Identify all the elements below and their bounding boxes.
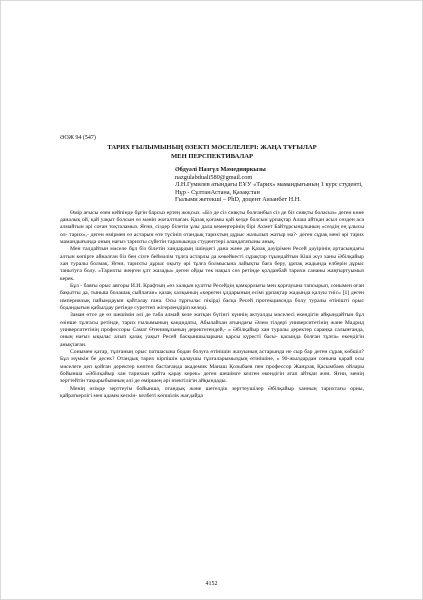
udk-code: ӘОЖ 94 (547) (60, 135, 96, 141)
body-paragraph: Менің өзімде зерттеуім бойынша, отандық және шетелдік зерттеушілер Әбілқайыр ханның тарихтағы орны, қайраткерлігі мен адамм кескін- келбеті көпшілік жағдайда (60, 385, 364, 400)
author-city: Нұр - СұлтанАстана, Қазақстан (175, 188, 260, 196)
author-block (175, 166, 364, 204)
article-title-line: МЕН ПЕРСПЕКТИВАЛАР (170, 153, 254, 160)
body-paragraph: Заман өтсе де өз шешімін әлі де таба алмай келе жатқан бүгінгі күннің актуалды мәселесі екендігін айқындайтын бұл өзінше тұлғасы ретінде, тарих ғылымының кандидаты, Абылайхан атындағы Әлем тілдері университетінің және Мадрид университетінің профессоры Самат Өтенияұлының деректегендей,- « Әбілқайыр хан туралы деректер сараңқа салынғанда, оның нағыз ықылас алып қазақ уақыт Ресей басқыншыларына қарсы күресті басы- қасында болған тұлға» екендігін анықтаған. (60, 312, 364, 348)
author-email: nazgulabduali580@gmail.com (175, 173, 253, 181)
body-paragraph: Сонымен қатар, тұлғаның орыс патшасына бодан болуға өтінішін жазуының астарында не сыр бар деген сұрақ көбшіл? Бұл мүмкін бе десек? Отандық тарих кірпішін қалаушы тұлғаларымыздың өтінішіне, « 90-жылдардан сонына қарай осы мәселеге деп қойған деректер көптеп бастағанда академик Манаш Қозыбаев пен профессор Жанұзақ Қасымбаев ойлары бойынша «Әбілқайыр хан тарихын қайта қарау керек» деген шешімге келген екендігін атап айтқан жөн. Яғни, менің зерттейтін тақырыбымның әлі де өміршең әрі өзектілігін айқындады. (60, 349, 364, 385)
author-supervisor: Ғылыми жетекші – PhD, доцент Аязанбет Н.Н. (175, 196, 301, 203)
page-number: 4152 (205, 581, 218, 587)
article-title (60, 143, 364, 161)
article-body (60, 210, 364, 401)
article-title-line: ТАРИХ ҒЫЛЫМЫНЫҢ ӨЗЕКТІ МӘСЕЛЕЛЕРІ: ЖАҢА ТҰҒЫЛАР (107, 144, 317, 151)
author-affiliation: Л.Н.Гумилев атындағы ЕҰУ «Тарих» мамандығының 1 курс студенті, (175, 181, 363, 188)
body-paragraph: Бұл - баяғы орыс авторы И.И. Крафтың «өз халқын қуатты Ресейдің қамқорлығы мен қорғауына тапсырып, сонымен оған бақытты да, тыныш болашақ сыйлаған» қазақ халқының «көреген ұлдарының есімі ұрпақтар жадында қалуы тиіс» [1] деген империялық пайымдауын қайталау ғана. Осы тұрғылас пікірді басқа Ресей протекцияснда болу туралы өтінішті орыс бодандығын қабылдау ретінде суреттеп жігерлендіріп келеді. (60, 282, 364, 311)
body-paragraph: Өмір ағысы өзен кейпінде бұғін барсыз ертең жоқсыз. «Біз де сіз сияқты болғанбыз сіз де біз сияқты боласыз» деген көне даналық ой, қай уақыт болсын өз мәнін жоғалтпаған. Қазақ қоғамы қай кезде болсын ұрпақтар Алаш айтқан асыл сөзден аса алмайтын әрі соған тоқталамыз. Яғни, сіздер білетін ұлы дала кемеңгерінің бірі Ахмет Байтұрсынұлының «сөздің ең ұлысы ол- тарих»,- деген өмірмен өз астарын өте түсініп отандық тарихтың дұрыс жазылып жатыр ма?- деген сұрақ мені әрі тарих мамандығында оның нағыз тарихты сүйетін таразыында студенттері алаңдататыны анық. (60, 209, 364, 245)
author-name: Әбдуәлі Назгүл Мәмедияркызы (175, 166, 266, 173)
body-paragraph: Мен талдайтын мәселе бұл біз білетін хандардың ішіндегі дана және де Қазақ дәуірімен Ресей дәуірінің ортасындағы алтын көпірге айналған біз бен сізге беймәлім тұлға астарлы да көкейкесті сұрақтар тұындайтын Кіші жүз ханы Әбілқайыр хан туралы болмақ. Яғни, тарихты дұрыс оқыту әрі тұлға болмысына лайықты баға беру, ұрпақ жадында елберін дұрыс танытуға болу. «Тарихты жеңген ұлт жазады» деген ойды тек нақыл сөз ретінде қолданбай тарихи сананы жаңғыртуымыз керек. (60, 246, 364, 282)
